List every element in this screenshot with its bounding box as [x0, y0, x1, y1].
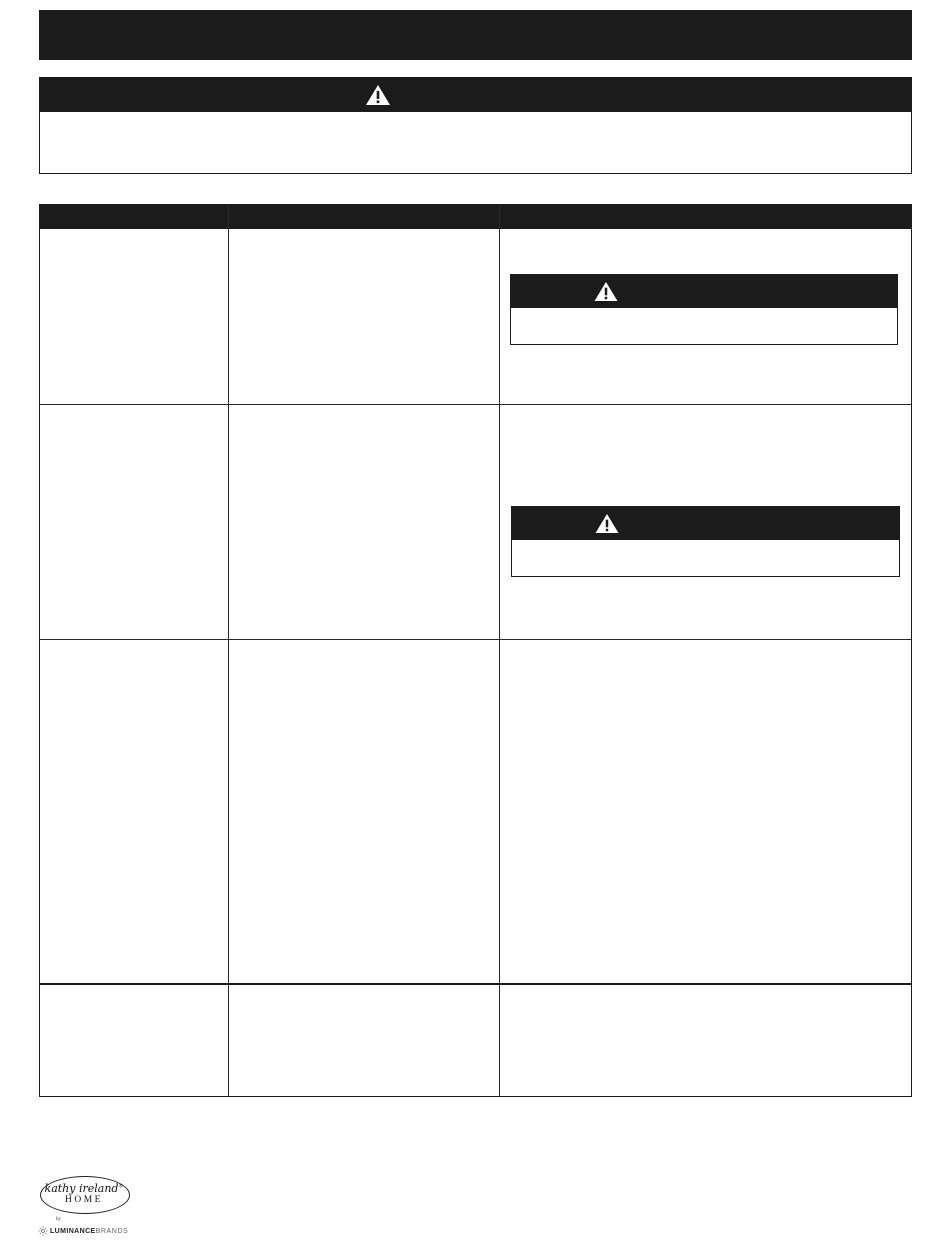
warning-header [511, 275, 897, 308]
logo-by-text: by [56, 1217, 61, 1222]
warning-triangle-icon [365, 84, 391, 106]
logo-brand-row [38, 1226, 128, 1236]
troubleshooting-table [39, 204, 912, 1097]
logo-script-text: kathy ireland® [44, 1182, 124, 1195]
inner-warning-notice [511, 506, 900, 577]
logo-brand-primary: LUMINANCE [50, 1227, 96, 1235]
warning-header [40, 78, 911, 112]
brand-logo [38, 1176, 148, 1240]
inner-warning-notice [510, 274, 898, 345]
page-title-bar [39, 10, 912, 60]
sun-icon [38, 1226, 48, 1236]
table-row [40, 985, 911, 1096]
table-row [40, 640, 911, 983]
warning-header [512, 507, 899, 540]
warning-notice [39, 77, 912, 174]
table-header-row [40, 205, 911, 229]
warning-triangle-icon [594, 513, 620, 534]
logo-home-text: HOME [65, 1195, 103, 1205]
logo-brand-secondary: BRANDS [95, 1227, 129, 1235]
warning-triangle-icon [593, 281, 619, 302]
